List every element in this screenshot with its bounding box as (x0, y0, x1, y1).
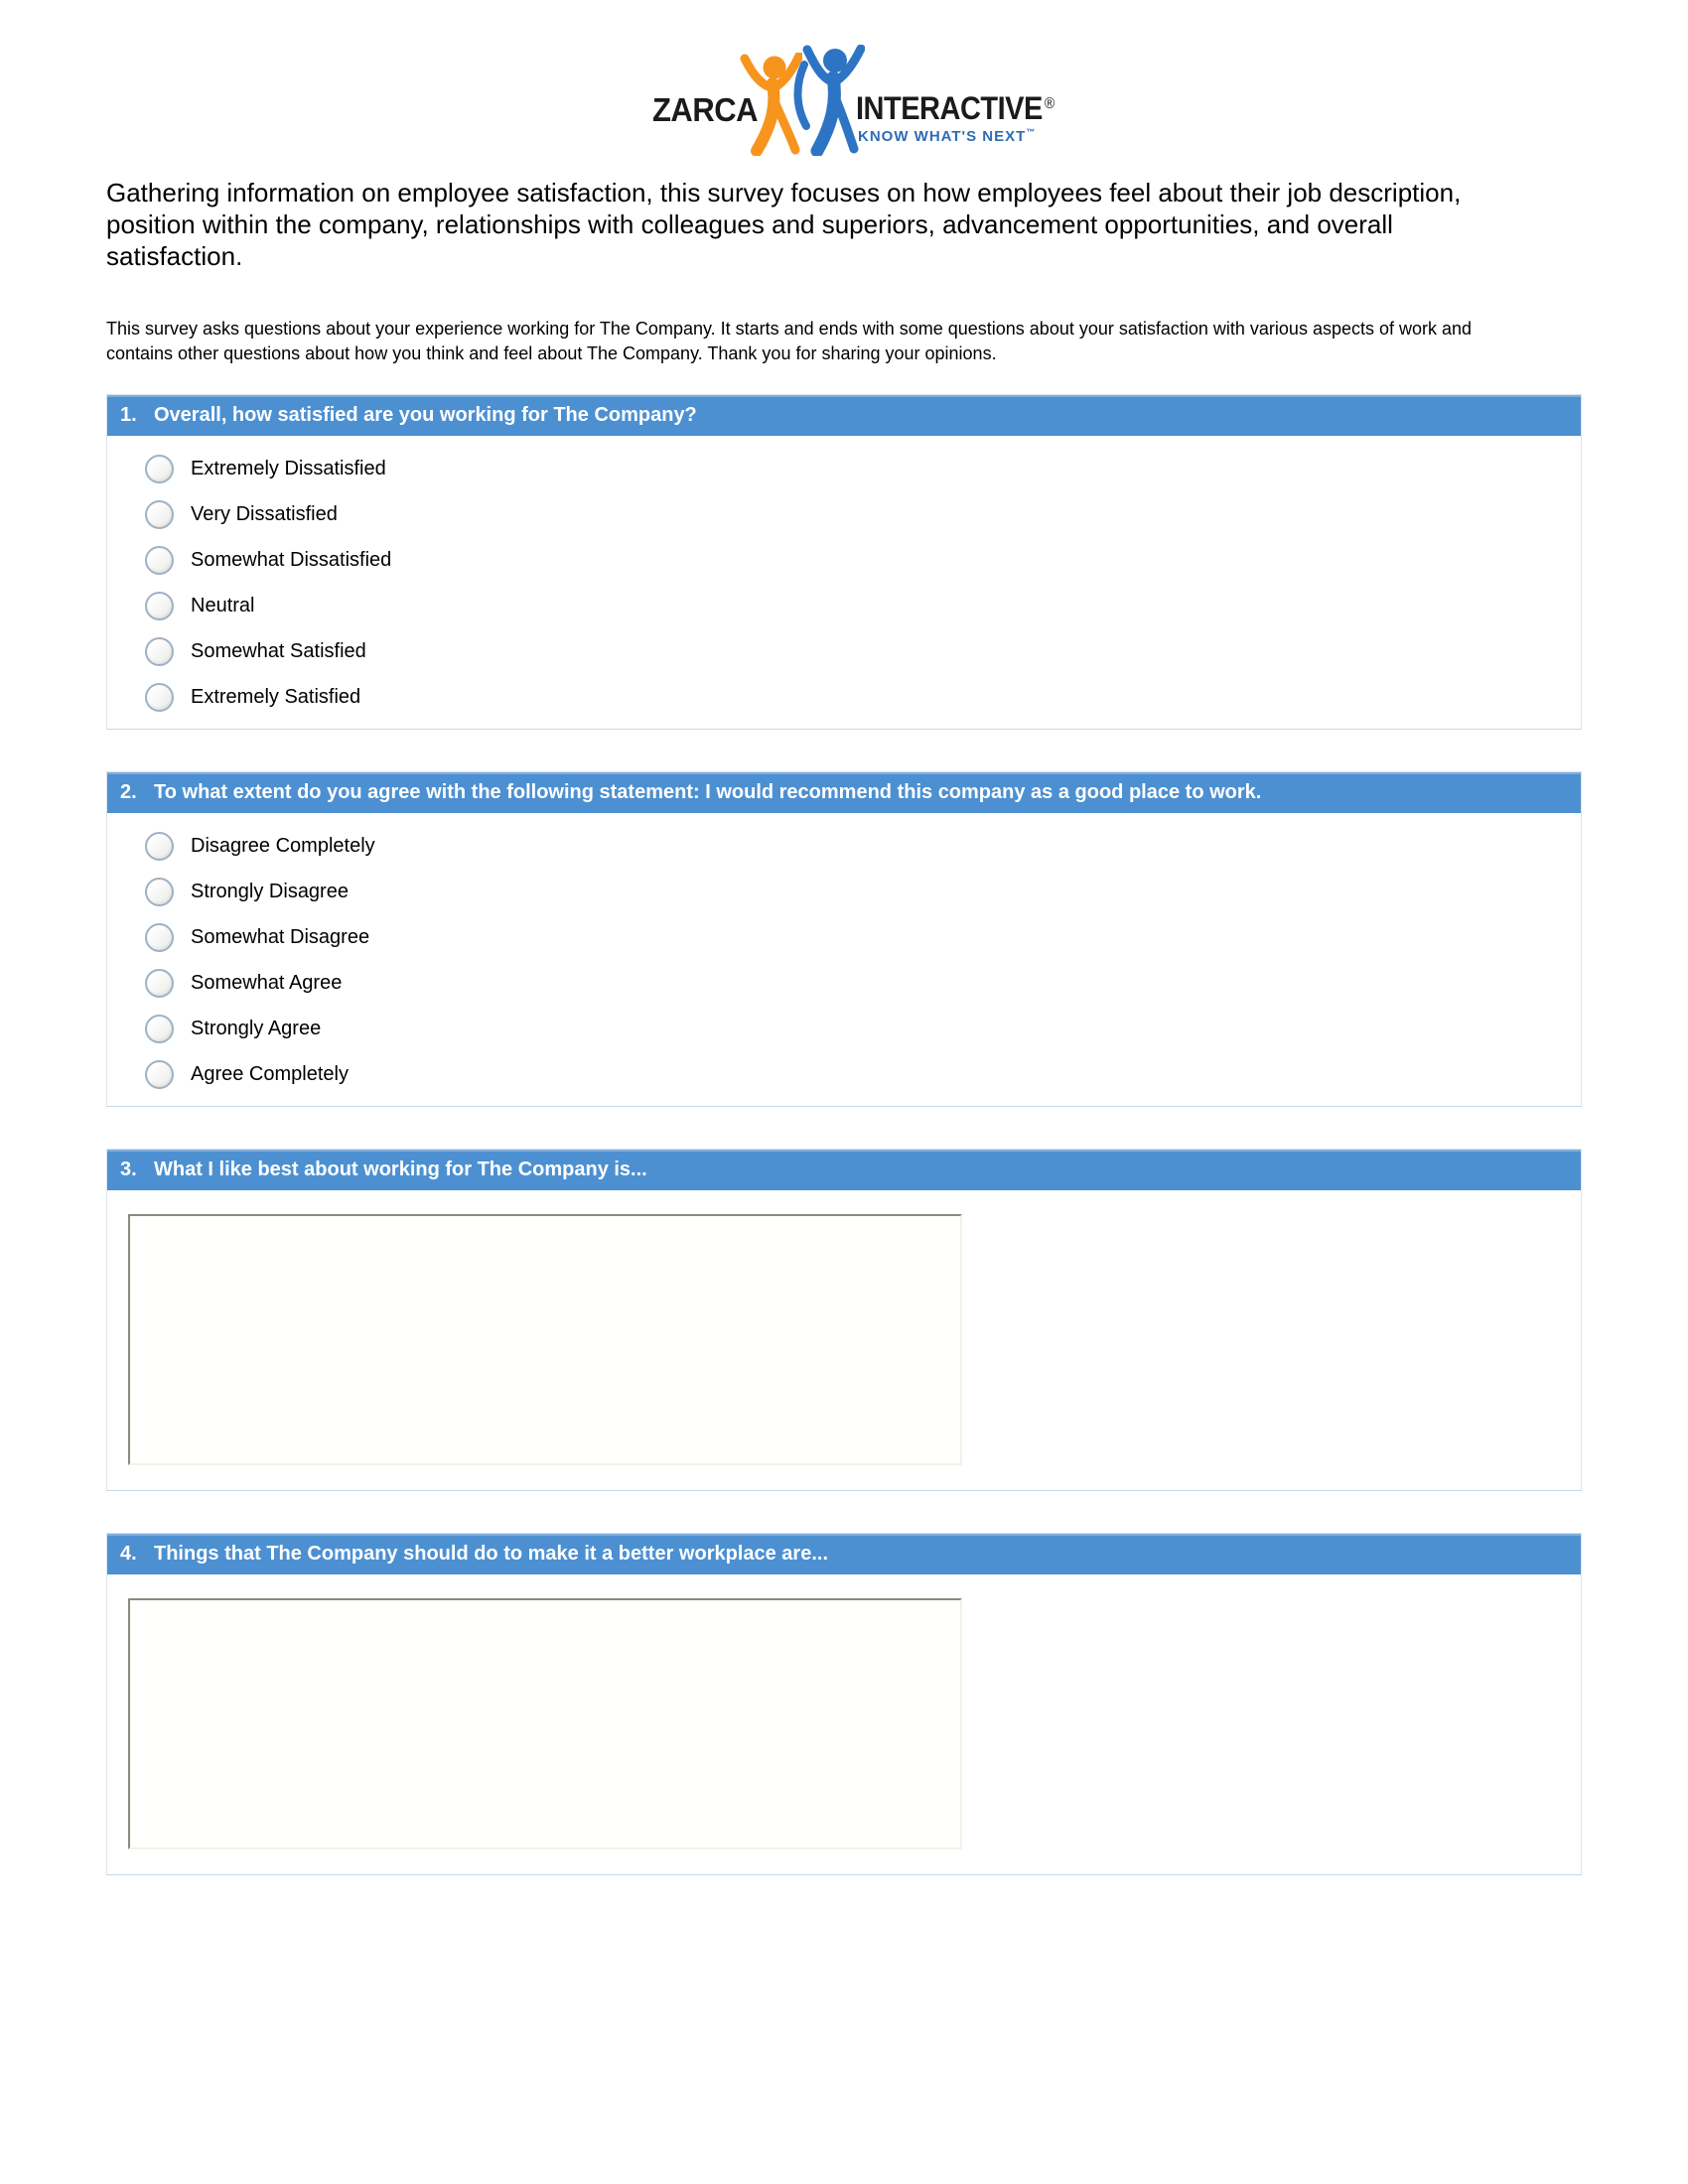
logo-tagline (858, 127, 1035, 145)
logo-brand-zarca: ZARCA (652, 91, 758, 129)
option-row (107, 1006, 1581, 1051)
radio-button[interactable] (145, 455, 174, 483)
question-3-header (107, 1150, 1581, 1190)
registered-trademark-symbol: ® (1044, 93, 1055, 112)
logo-brand-interactive (856, 91, 1055, 128)
survey-description: This survey asks questions about your experience working for The Company. It starts and ends with some questions about your satisfaction with various aspects of work and contains other questions about how you think and feel about The Company. Thank you for sharing your opinions. (106, 319, 1473, 363)
radio-button[interactable] (145, 683, 174, 712)
logo (0, 0, 1688, 161)
option-label[interactable]: Somewhat Dissatisfied (191, 548, 392, 571)
option-row (107, 537, 1581, 583)
question-2-number: 2. (120, 781, 137, 803)
question-4-answer-textarea[interactable] (128, 1598, 962, 1849)
question-4-header (107, 1534, 1581, 1574)
question-1-text: Overall, how satisfied are you working for The Company? (154, 404, 697, 426)
option-row (107, 823, 1581, 869)
radio-button[interactable] (145, 1060, 174, 1089)
option-label[interactable]: Extremely Dissatisfied (191, 457, 386, 479)
logo-brand-interactive-text: INTERACTIVE (856, 91, 1043, 127)
option-row (107, 491, 1581, 537)
option-label[interactable]: Agree Completely (191, 1062, 349, 1085)
question-4-answer-area (107, 1574, 1581, 1874)
question-3-answer-area (107, 1190, 1581, 1490)
option-label[interactable]: Disagree Completely (191, 834, 375, 857)
option-row (107, 628, 1581, 674)
question-3-number: 3. (120, 1159, 137, 1180)
option-row (107, 583, 1581, 628)
question-2-header (107, 772, 1581, 813)
question-2-options (107, 813, 1581, 1106)
option-row (107, 869, 1581, 914)
option-row (107, 674, 1581, 720)
question-1-number: 1. (120, 404, 137, 426)
trademark-symbol: ™ (1026, 127, 1036, 137)
question-3-answer-textarea[interactable] (128, 1214, 962, 1465)
radio-button[interactable] (145, 832, 174, 861)
question-panel-4 (106, 1533, 1582, 1875)
option-label[interactable]: Neutral (191, 594, 255, 616)
radio-button[interactable] (145, 637, 174, 666)
question-3-text: What I like best about working for The Company is... (154, 1159, 647, 1180)
survey-intro-heading: Gathering information on employee satisfaction, this survey focuses on how employees feel about their job description, position within the company, relationships with colleagues and superiors, advancement opportunities, and overall satisfaction. (106, 178, 1462, 271)
question-4-text: Things that The Company should do to make it a better workplace are... (154, 1543, 829, 1565)
question-panel-3 (106, 1149, 1582, 1491)
option-label[interactable]: Strongly Agree (191, 1017, 322, 1039)
question-1-options (107, 436, 1581, 729)
option-label[interactable]: Strongly Disagree (191, 880, 349, 902)
radio-button[interactable] (145, 592, 174, 620)
option-row (107, 960, 1581, 1006)
logo-tagline-text: KNOW WHAT'S NEXT (858, 128, 1027, 145)
option-row (107, 1051, 1581, 1097)
question-4-number: 4. (120, 1543, 137, 1565)
option-label[interactable]: Somewhat Disagree (191, 925, 370, 948)
question-panel-1 (106, 394, 1582, 730)
question-2-text: To what extent do you agree with the following statement: I would recommend this company as a good place to work. (154, 781, 1262, 803)
radio-button[interactable] (145, 923, 174, 952)
option-row (107, 914, 1581, 960)
radio-button[interactable] (145, 546, 174, 575)
question-1-header (107, 395, 1581, 436)
radio-button[interactable] (145, 969, 174, 998)
radio-button[interactable] (145, 878, 174, 906)
radio-button[interactable] (145, 1015, 174, 1043)
option-label[interactable]: Somewhat Satisfied (191, 639, 366, 662)
option-label[interactable]: Extremely Satisfied (191, 685, 361, 708)
question-panel-2 (106, 771, 1582, 1107)
radio-button[interactable] (145, 500, 174, 529)
option-label[interactable]: Somewhat Agree (191, 971, 343, 994)
survey-content (106, 177, 1582, 1875)
option-label[interactable]: Very Dissatisfied (191, 502, 338, 525)
option-row (107, 446, 1581, 491)
blue-person-icon (791, 45, 865, 156)
